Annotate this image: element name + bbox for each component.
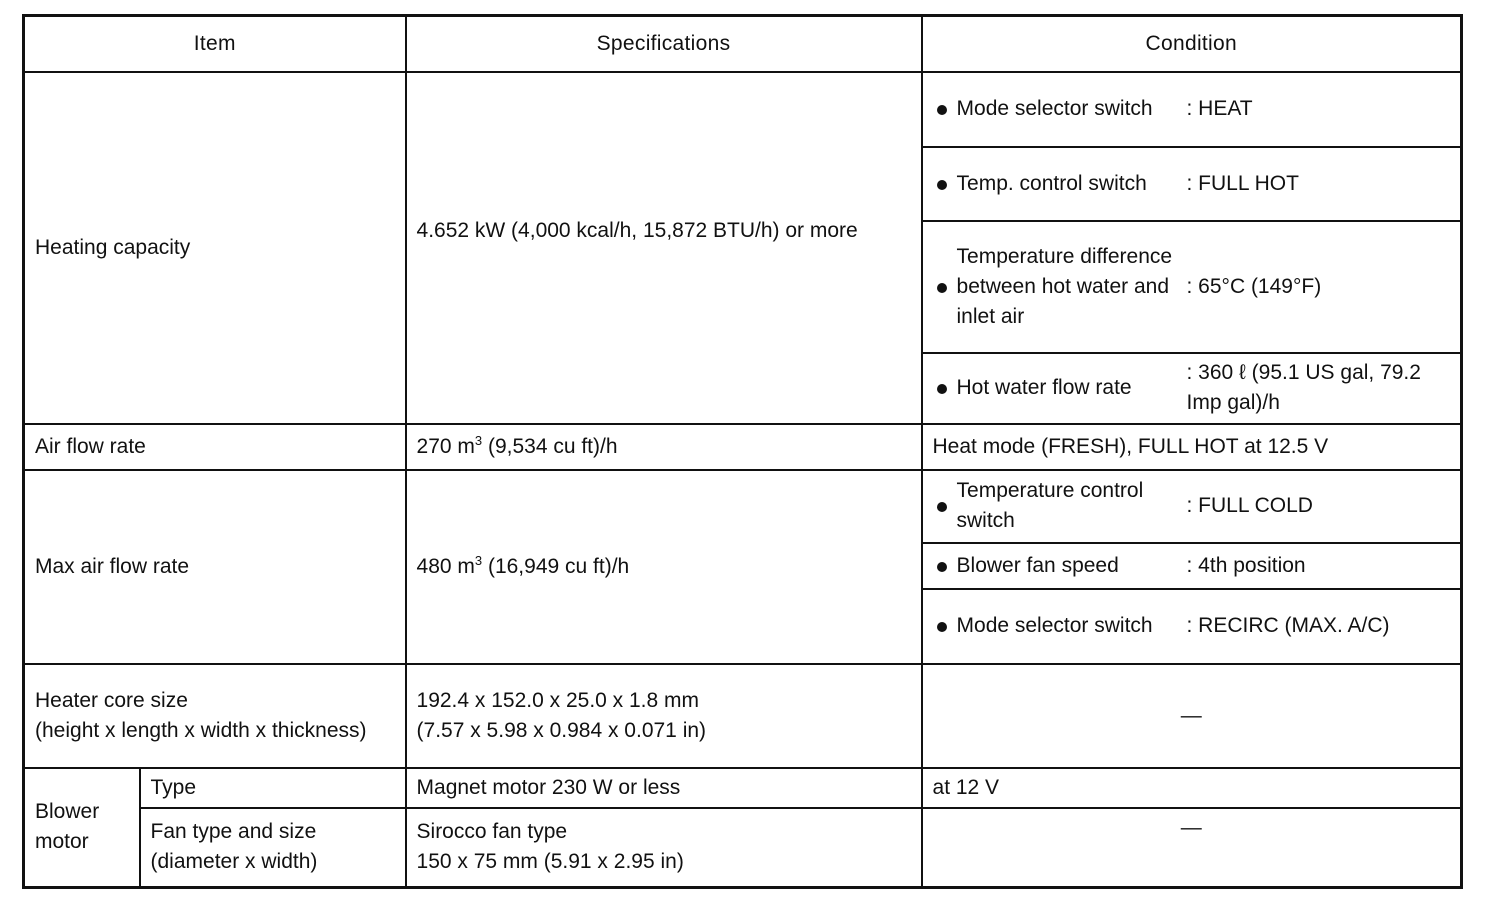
bullet-icon xyxy=(937,105,947,115)
header-row xyxy=(24,16,1462,72)
condition-row xyxy=(923,471,1461,543)
spec-blower-fan: Sirocco fan type 150 x 75 mm (5.91 x 2.95 in) xyxy=(406,808,922,888)
condition-row xyxy=(923,589,1461,663)
condition-key: Temp. control switch xyxy=(953,147,1183,221)
condition-air-flow-rate: Heat mode (FRESH), FULL HOT at 12.5 V xyxy=(922,424,1462,470)
item-heating-capacity: Heating capacity xyxy=(24,72,406,424)
condition-value: : HEAT xyxy=(1186,97,1253,120)
condition-row xyxy=(923,221,1461,353)
spec-max-air-flow-rate: 480 $m^3$ (16,949 cu ft)/h xyxy=(406,470,922,664)
spec-blower-type: Magnet motor 230 W or less xyxy=(406,768,922,808)
row-blower-fan xyxy=(24,808,1462,888)
condition-value: : 4th position xyxy=(1183,543,1461,589)
spec-air-flow-rate: 270 $m^3$ (9,534 cu ft)/h xyxy=(406,424,922,470)
condition-key: Hot water flow rate xyxy=(953,353,1183,423)
condition-key: Temperature difference between hot water and inlet air xyxy=(953,221,1183,353)
row-max-air-flow-rate xyxy=(24,470,1462,664)
condition-blower-fan: — xyxy=(922,808,1462,888)
condition-heating-capacity xyxy=(922,72,1462,424)
row-air-flow-rate xyxy=(24,424,1462,470)
condition-key: Mode selector switch xyxy=(953,589,1183,663)
spec-heating-capacity: 4.652 kW (4,000 kcal/h, 15,872 BTU/h) or more xyxy=(406,72,922,424)
header-specifications: Specifications xyxy=(406,16,922,72)
row-blower-type xyxy=(24,768,1462,808)
bullet-icon xyxy=(937,384,947,394)
bullet-icon xyxy=(937,502,947,512)
condition-value: : 65°C (149°F) xyxy=(1183,221,1461,353)
condition-heater-core-size: — xyxy=(922,664,1462,768)
item-air-flow-rate: Air flow rate xyxy=(24,424,406,470)
item-blower-type: Type xyxy=(140,768,406,808)
row-heater-core-size xyxy=(24,664,1462,768)
condition-value: : FULL COLD xyxy=(1186,494,1313,517)
condition-value: : 360 ℓ (95.1 US gal, 79.2 Imp gal)/h xyxy=(1183,353,1461,423)
spec-table xyxy=(22,14,1463,889)
bullet-icon xyxy=(937,283,947,293)
item-max-air-flow-rate: Max air flow rate xyxy=(24,470,406,664)
item-blower-fan: Fan type and size (diameter x width) xyxy=(140,808,406,888)
bullet-icon xyxy=(937,622,947,632)
item-heater-core-size: Heater core size (height x length x width x thickness) xyxy=(24,664,406,768)
item-blower-motor: Blower motor xyxy=(24,768,140,888)
condition-row xyxy=(923,73,1461,147)
spec-heater-core-size: 192.4 x 152.0 x 25.0 x 1.8 mm (7.57 x 5.98 x 0.984 x 0.071 in) xyxy=(406,664,922,768)
row-heating-capacity xyxy=(24,72,1462,424)
bullet-icon xyxy=(937,180,947,190)
condition-key: Blower fan speed xyxy=(953,543,1183,589)
bullet-icon xyxy=(937,562,947,572)
condition-key: Temperature control switch xyxy=(956,479,1144,532)
condition-value: : RECIRC (MAX. A/C) xyxy=(1183,589,1461,663)
condition-value: : FULL HOT xyxy=(1183,147,1461,221)
condition-row xyxy=(923,147,1461,221)
condition-key: Mode selector switch xyxy=(956,97,1153,120)
condition-blower-type: at 12 V xyxy=(922,768,1462,808)
condition-row xyxy=(923,543,1461,589)
condition-max-air-flow-rate xyxy=(922,470,1462,664)
header-item: Item xyxy=(24,16,406,72)
condition-row xyxy=(923,353,1461,423)
header-condition: Condition xyxy=(922,16,1462,72)
